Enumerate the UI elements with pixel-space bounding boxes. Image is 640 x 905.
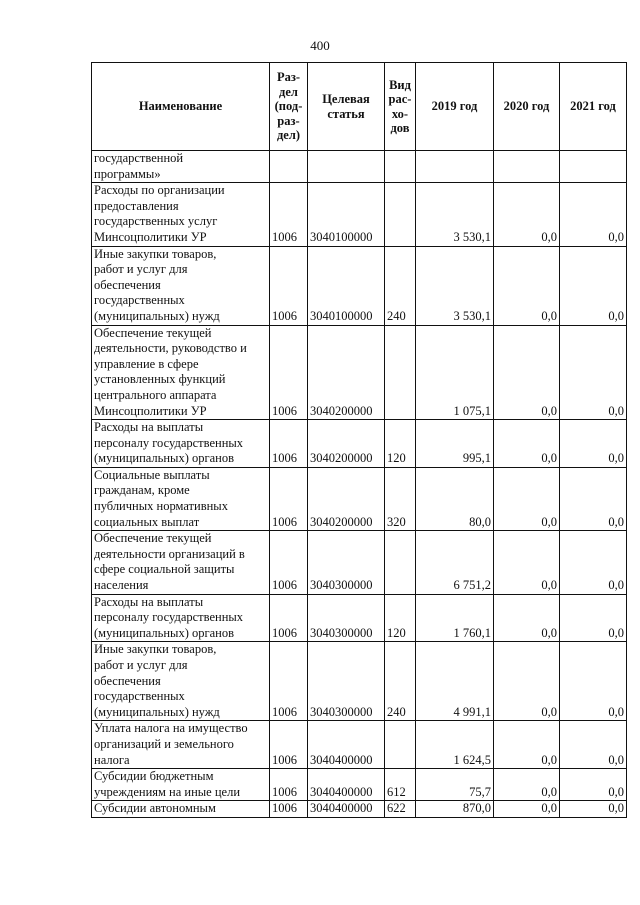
cell-target: 3040200000 <box>308 325 385 420</box>
cell-name <box>92 183 270 246</box>
header-line: (под- <box>274 99 303 114</box>
cell-2021: 0,0 <box>560 721 627 769</box>
name-line: государственных услуг <box>94 214 218 229</box>
table-row <box>92 769 627 801</box>
cell-2019: 1 624,5 <box>416 721 494 769</box>
cell-target: 3040300000 <box>308 642 385 721</box>
cell-2021: 0,0 <box>560 467 627 530</box>
cell-2019: 1 760,1 <box>416 594 494 642</box>
cell-2019: 4 991,1 <box>416 642 494 721</box>
cell-2020: 0,0 <box>494 642 560 721</box>
cell-2019: 995,1 <box>416 420 494 468</box>
table-row <box>92 420 627 468</box>
header-line: Вид <box>389 77 411 92</box>
cell-2019: 80,0 <box>416 467 494 530</box>
cell-name <box>92 467 270 530</box>
header-line: статья <box>327 106 365 121</box>
name-line: Расходы на выплаты <box>94 594 204 609</box>
table-row <box>92 531 627 594</box>
header-2020: 2020 год <box>494 63 560 151</box>
cell-2019: 1 075,1 <box>416 325 494 420</box>
cell-2019: 6 751,2 <box>416 531 494 594</box>
cell-name <box>92 420 270 468</box>
name-line: работ и услуг для <box>94 658 188 672</box>
name-line: Субсидии бюджетным <box>94 769 214 784</box>
name-line: деятельности организаций в <box>94 546 245 561</box>
name-line: центрального аппарата <box>94 387 217 402</box>
header-expense-type <box>385 63 416 151</box>
name-line: Минсоцполитики УР <box>94 229 207 244</box>
cell-section: 1006 <box>270 467 308 530</box>
cell-target: 3040200000 <box>308 467 385 530</box>
header-row <box>92 63 627 151</box>
name-line: обеспечения <box>94 673 161 688</box>
header-2019: 2019 год <box>416 63 494 151</box>
cell-target: 3040100000 <box>308 246 385 325</box>
table-row <box>92 594 627 642</box>
header-line: Целевая <box>322 92 370 106</box>
name-line: Иные закупки товаров, <box>94 642 217 657</box>
cell-expense-type: 612 <box>385 769 416 801</box>
cell-2020: 0,0 <box>494 325 560 420</box>
cell-expense-type: 120 <box>385 420 416 468</box>
cell-expense-type: 240 <box>385 642 416 721</box>
name-line: гражданам, кроме <box>94 483 190 498</box>
name-line: государственных <box>94 293 185 308</box>
cell-section: 1006 <box>270 246 308 325</box>
header-line: дел) <box>276 128 301 143</box>
name-line: государственной <box>94 151 184 165</box>
name-line: персоналу государственных <box>94 610 244 625</box>
cell-section: 1006 <box>270 420 308 468</box>
cell-target: 3040400000 <box>308 801 385 818</box>
cell-2021: 0,0 <box>560 246 627 325</box>
name-line: обеспечения <box>94 277 161 292</box>
cell-expense-type: 240 <box>385 246 416 325</box>
cell-2021: 0,0 <box>560 594 627 642</box>
cell-name <box>92 246 270 325</box>
name-line: Социальные выплаты <box>94 467 210 482</box>
cell-2020: 0,0 <box>494 183 560 246</box>
cell-2019: 3 530,1 <box>416 246 494 325</box>
name-line: Обеспечение текущей <box>94 531 212 546</box>
name-line: (муниципальных) нужд <box>94 308 220 323</box>
name-line: (муниципальных) органов <box>94 451 235 466</box>
cell-section: 1006 <box>270 183 308 246</box>
cell-section <box>270 151 308 183</box>
cell-2020: 0,0 <box>494 467 560 530</box>
cell-section: 1006 <box>270 325 308 420</box>
name-line: управление в сфере <box>94 356 199 371</box>
name-line: сфере социальной защиты <box>94 562 235 577</box>
table-row <box>92 325 627 420</box>
cell-name <box>92 151 270 183</box>
cell-2019: 3 530,1 <box>416 183 494 246</box>
cell-section: 1006 <box>270 721 308 769</box>
cell-2020: 0,0 <box>494 769 560 801</box>
header-line: дов <box>390 121 410 135</box>
cell-section: 1006 <box>270 594 308 642</box>
cell-expense-type <box>385 151 416 183</box>
cell-target: 3040300000 <box>308 594 385 642</box>
cell-2019 <box>416 151 494 183</box>
name-line: (муниципальных) органов <box>94 625 235 640</box>
name-line: Обеспечение текущей <box>94 325 212 340</box>
cell-2021: 0,0 <box>560 801 627 818</box>
cell-name <box>92 769 270 801</box>
cell-2019: 870,0 <box>416 801 494 818</box>
name-line: Субсидии автономным <box>94 801 216 816</box>
cell-expense-type <box>385 183 416 246</box>
name-line: деятельности, руководство и <box>94 341 247 356</box>
name-line: населения <box>94 578 149 593</box>
cell-section: 1006 <box>270 801 308 818</box>
page-number: 400 <box>310 38 330 53</box>
cell-2020: 0,0 <box>494 801 560 818</box>
header-line: раз- <box>277 113 300 128</box>
cell-expense-type <box>385 531 416 594</box>
name-line: персоналу государственных <box>94 435 244 450</box>
name-line: Уплата налога на имущество <box>94 721 248 736</box>
cell-name <box>92 801 270 818</box>
name-line: работ и услуг для <box>94 262 188 277</box>
header-line: хо- <box>391 106 409 121</box>
name-line: социальных выплат <box>94 514 200 529</box>
cell-2020: 0,0 <box>494 420 560 468</box>
cell-target: 3040400000 <box>308 769 385 801</box>
name-line: Минсоцполитики УР <box>94 403 207 418</box>
cell-name <box>92 642 270 721</box>
name-line: учреждениям на иные цели <box>94 784 241 799</box>
name-line: Иные закупки товаров, <box>94 246 217 261</box>
cell-name <box>92 531 270 594</box>
cell-2021: 0,0 <box>560 420 627 468</box>
name-line: налога <box>94 752 130 767</box>
cell-expense-type <box>385 325 416 420</box>
name-line: программы» <box>94 166 161 181</box>
cell-target <box>308 151 385 183</box>
cell-2021 <box>560 151 627 183</box>
cell-2019: 75,7 <box>416 769 494 801</box>
cell-2021: 0,0 <box>560 769 627 801</box>
cell-target: 3040200000 <box>308 420 385 468</box>
name-line: государственных <box>94 689 185 704</box>
table-row <box>92 467 627 530</box>
cell-2021: 0,0 <box>560 642 627 721</box>
cell-expense-type: 320 <box>385 467 416 530</box>
name-line: публичных нормативных <box>94 499 228 514</box>
cell-target: 3040300000 <box>308 531 385 594</box>
header-line: дел <box>279 84 298 99</box>
cell-target: 3040400000 <box>308 721 385 769</box>
header-section <box>270 63 308 151</box>
cell-section: 1006 <box>270 769 308 801</box>
header-line: Раз- <box>276 70 301 85</box>
header-target <box>308 63 385 151</box>
cell-2021: 0,0 <box>560 325 627 420</box>
table-row <box>92 151 627 183</box>
name-line: Расходы на выплаты <box>94 420 204 435</box>
cell-2021: 0,0 <box>560 531 627 594</box>
cell-name <box>92 594 270 642</box>
name-line: предоставления <box>94 198 179 213</box>
budget-table <box>91 62 627 818</box>
header-2021: 2021 год <box>560 63 627 151</box>
name-line: установленных функций <box>94 372 226 387</box>
cell-expense-type: 120 <box>385 594 416 642</box>
table-body <box>92 151 627 818</box>
header-line: рас- <box>388 92 412 106</box>
table-row <box>92 801 627 818</box>
cell-2021: 0,0 <box>560 183 627 246</box>
cell-name <box>92 325 270 420</box>
name-line: Расходы по организации <box>94 183 225 198</box>
table-row <box>92 642 627 721</box>
cell-section: 1006 <box>270 642 308 721</box>
table-row <box>92 183 627 246</box>
cell-target: 3040100000 <box>308 183 385 246</box>
cell-expense-type <box>385 721 416 769</box>
header-name: Наименование <box>92 63 270 151</box>
cell-2020: 0,0 <box>494 721 560 769</box>
cell-name <box>92 721 270 769</box>
cell-2020: 0,0 <box>494 531 560 594</box>
cell-expense-type: 622 <box>385 801 416 818</box>
cell-2020: 0,0 <box>494 594 560 642</box>
name-line: (муниципальных) нужд <box>94 704 220 719</box>
table-row <box>92 721 627 769</box>
table-row <box>92 246 627 325</box>
cell-2020 <box>494 151 560 183</box>
cell-2020: 0,0 <box>494 246 560 325</box>
name-line: организаций и земельного <box>94 736 234 751</box>
cell-section: 1006 <box>270 531 308 594</box>
